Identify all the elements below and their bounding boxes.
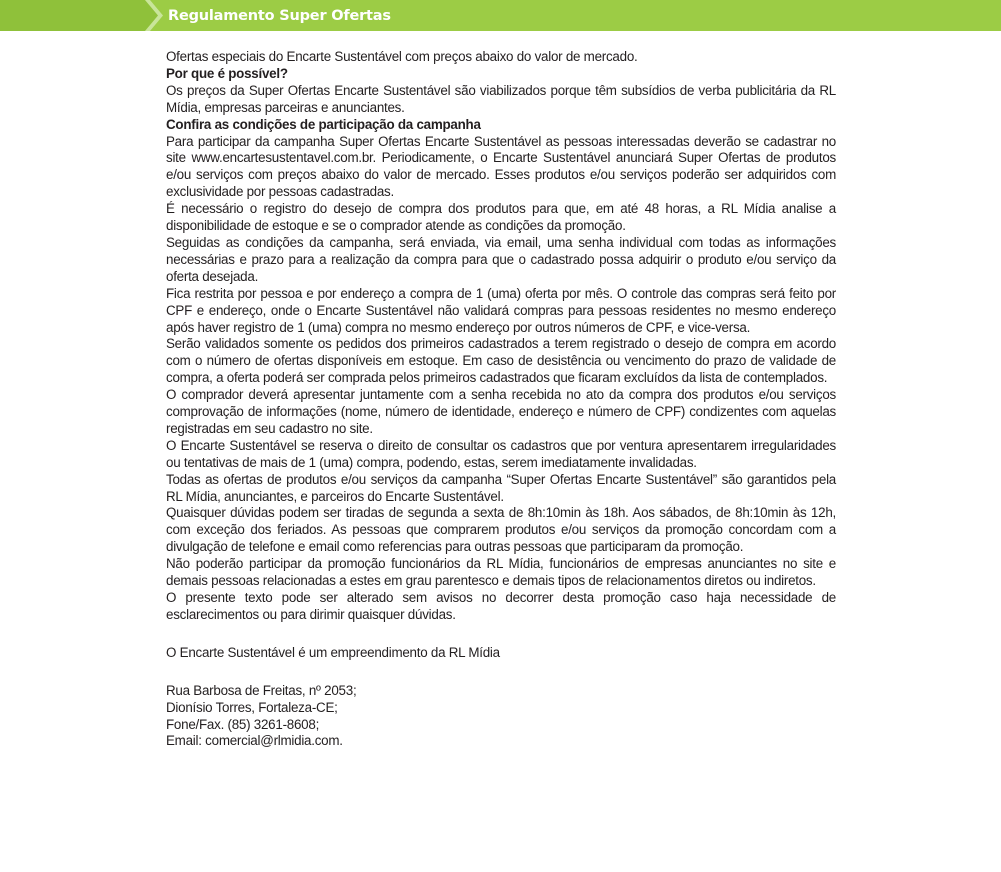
heading-conditions: Confira as condições de participação da campanha — [166, 116, 481, 132]
conditions-paragraph-2a: É necessário o registro do desejo de compra dos produtos para que, em até 48 horas, a RL Mídia analise a disponibilidade de estoque e se o comprador atende as condições da promoção. — [166, 201, 836, 234]
conditions-paragraph-4b: O Encarte Sustentável se reserva o direito de consultar os cadastros que por ventura apresentarem irregularidades ou tentativas de mais de 1 (uma) compra, podendo, estas, serem imediatamente invalidadas. — [166, 437, 836, 470]
header-bar — [0, 0, 1001, 31]
intro-text: Ofertas especiais do Encarte Sustentável com preços abaixo do valor de mercado. — [166, 49, 638, 64]
conditions-paragraph-4a: O comprador deverá apresentar juntamente com a senha recebida no ato da compra dos produtos e/ou serviços comprovação de informações (nome, número de identidade, endereço e número de CPF) condizentes com aquelas registradas em seu cadastro no site. — [166, 387, 836, 436]
regulation-content — [166, 49, 836, 750]
address-street: Rua Barbosa de Freitas, nº 2053; — [166, 682, 357, 698]
conditions-paragraph-3a: Fica restrita por pessoa e por endereço a compra de 1 (uma) oferta por mês. O controle das compras será feito por CPF e endereço, onde o Encarte Sustentável não validará compras para pessoas residentes no mesmo endereço após haver registro de 1 (uma) compra no mesmo endereço por outros números de CPF, e vice-versa. — [166, 285, 836, 335]
conditions-paragraph-5a: Quaisquer dúvidas podem ser tiradas de segunda a sexta de 8h:10min às 18h. Aos sábados, de 8h:10min às 12h, com exceção dos feriados. As pessoas que comprarem produtos e/ou serviços da promoção concordam com a divulgação de telefone e email como referencias para outras pessoas que participaram da promoção. — [166, 505, 836, 555]
conditions-paragraph-1: Para participar da campanha Super Ofertas Encarte Sustentável as pessoas interessadas deverão se cadastrar no site www.encartesustentavel.com.br. Periodicamente, o Encarte Sustentável anunciará Super Ofertas de produtos e/ou serviços com preços abaixo do valor de mercado. Esses produtos e/ou serviços poderão ser adquiridos com exclusividade por pessoas cadastradas. — [166, 133, 836, 200]
address-email: Email: comercial@rlmidia.com. — [166, 733, 343, 749]
why-text: Os preços da Super Ofertas Encarte Sustentável são viabilizados porque têm subsídios de verba publicitária da RL Mídia, empresas parceiras e anunciantes. — [166, 82, 836, 115]
heading-why: Por que é possível? — [166, 65, 288, 81]
conditions-paragraph-2b: Seguidas as condições da campanha, será enviada, via email, uma senha individual com todas as informações necessárias e prazo para a realização da compra para que o cadastrado possa adquirir o produto e/ou serviço da oferta desejada. — [166, 234, 836, 284]
conditions-paragraph-6: O presente texto pode ser alterado sem avisos no decorrer desta promoção caso haja necessidade de esclarecimentos ou para dirimir quaisquer dúvidas. — [166, 590, 836, 622]
address-district: Dionísio Torres, Fortaleza-CE; — [166, 699, 338, 715]
contact-address — [166, 683, 836, 751]
conditions-paragraph-3b: Serão validados somente os pedidos dos primeiros cadastrados a terem registrado o desejo de compra em acordo com o número de ofertas disponíveis em estoque. Em caso de desistência ou vencimento do prazo de validade de compra, a oferta poderá ser comprada pelos primeiros cadastrados que ficaram excluídos da lista de contemplados. — [166, 336, 836, 386]
address-phone: Fone/Fax. (85) 3261-8608; — [166, 716, 320, 732]
company-note: O Encarte Sustentável é um empreendimento da RL Mídia — [166, 644, 500, 660]
conditions-paragraph-4c: Todas as ofertas de produtos e/ou serviços da campanha “Super Ofertas Encarte Sustentável” são garantidos pela RL Mídia, anunciantes, e parceiros do Encarte Sustentável. — [166, 471, 836, 504]
conditions-paragraph-5b: Não poderão participar da promoção funcionários da RL Mídia, funcionários de empresas anunciantes no site e demais pessoas relacionadas a estes em grau parentesco e demais tipos de relacionamentos diretos ou indiretos. — [166, 556, 836, 589]
page-title: Regulamento Super Ofertas — [168, 8, 391, 24]
